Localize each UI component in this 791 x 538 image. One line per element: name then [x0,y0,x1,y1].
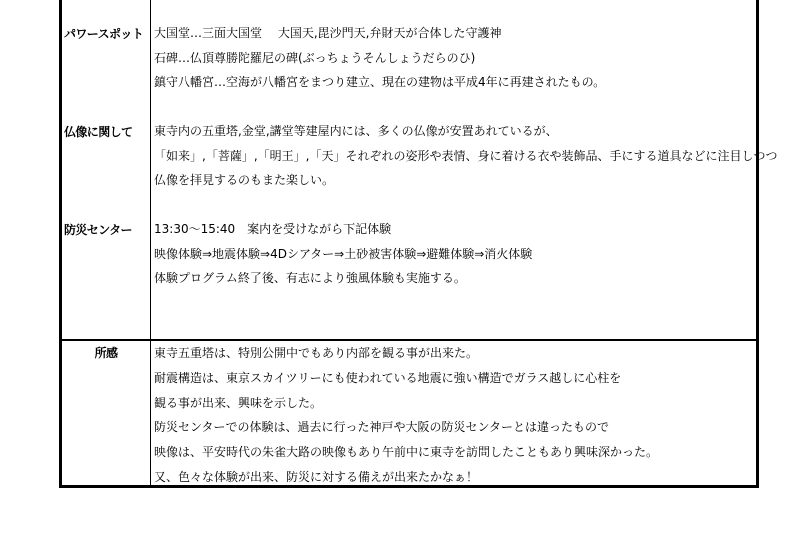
impressions-line: 映像は、平安時代の朱雀大路の映像もあり午前中に東寺を訪問したこともあり興味深かった。 [154,445,659,460]
disaster-center-line: 映像体験⇒地震体験⇒4Dシアター⇒土砂被害体験⇒避難体験⇒消火体験 [154,246,533,261]
buddha-statues-line: 東寺内の五重塔,金堂,講堂等建屋内には、多くの仏像が安置あれているが、 [154,124,558,138]
impressions-line: 東寺五重塔は、特別公開中でもあり内部を観る事が出来た。 [154,346,479,360]
power-spot-line: 大国堂…三面大国堂 大国天,毘沙門天,弁財天が合体した守護神 [154,26,502,40]
disaster-center-content [154,217,774,291]
column-divider [150,0,151,485]
power-spot-line: 石碑…仏頂尊勝陀羅尼の碑(ぶっちょうそんしょうだらのひ) [154,50,476,65]
impressions-line: 又、色々な体験が出来、防災に対する備えが出来たかなぁ！ [154,469,479,484]
report-table [59,0,778,488]
buddha-statues-content [154,119,778,193]
power-spot-label: パワースポット [64,27,144,41]
disaster-center-label: 防災センター [64,223,132,237]
disaster-center-line: 13:30～15:40 案内を受けながら下記体験 [154,222,392,236]
buddha-statues-line: 「如来」,「菩薩」,「明王」,「天」それぞれの姿形や表情、身に着ける衣や装飾品、手にする道具などに注目しつつ [154,148,778,163]
buddha-statues-label: 仏像に関して [64,125,133,139]
impressions-label: 所感 [94,346,118,360]
impressions-line: 観る事が出来、興味を示した。 [154,395,323,410]
buddha-statues-line: 仏像を拝見するのもまた楽しい。 [154,173,335,187]
impressions-line: 耐震構造は、東京スカイツリーにも使われている地震に強い構造でガラス越しに心柱を [154,370,622,385]
power-spot-content [154,21,774,95]
power-spot-line: 鎮守八幡宮…空海が八幡宮をまつり建立、現在の建物は平成4年に再建されたもの。 [154,75,606,89]
impressions-line: 防災センターでの体験は、過去に行った神戸や大阪の防災センターとは違ったもので [154,420,610,435]
disaster-center-line: 体験プログラム終了後、有志により強風体験も実施する。 [154,271,466,285]
impressions-content [154,341,774,490]
